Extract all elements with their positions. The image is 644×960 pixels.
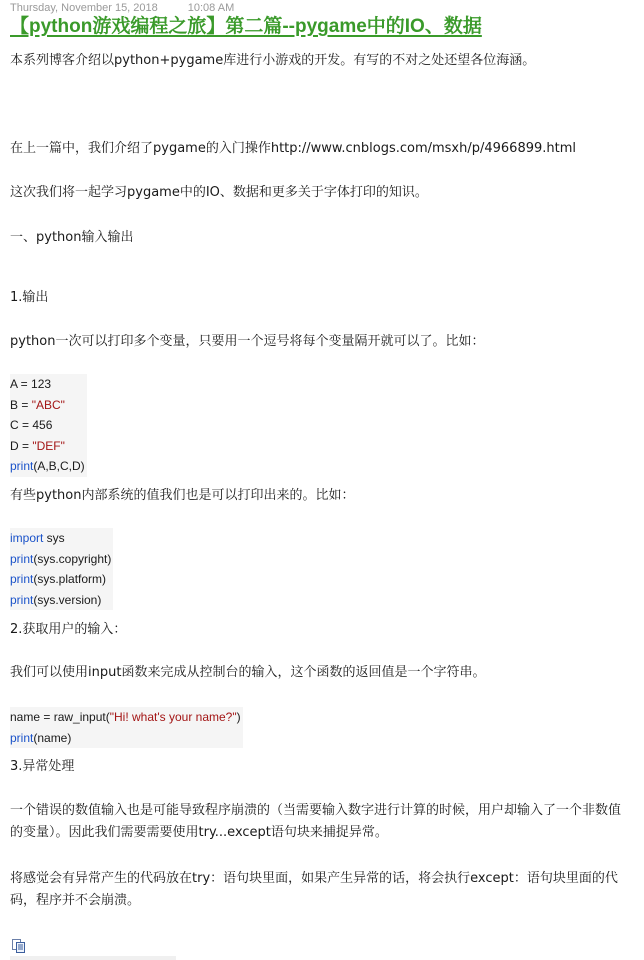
subheading-exceptions: 3.异常处理 (10, 759, 75, 774)
copy-code-icon[interactable] (11, 938, 27, 954)
code-block-sys (10, 528, 113, 610)
subheading-input: 2.获取用户的输入： (10, 622, 127, 637)
section-heading-io: 一、python输入输出 (10, 230, 134, 245)
code-block-input (10, 707, 243, 748)
code-line: print(sys.platform) (10, 569, 108, 590)
code-line: D = "DEF" (10, 436, 67, 457)
post-date: Thursday, November 15, 2018 (10, 2, 158, 14)
topic-paragraph: 这次我们将一起学习pygame中的IO、数据和更多关于字体打印的知识。 (10, 185, 428, 200)
code-line: print(name) (10, 728, 73, 749)
post-time: 10:08 AM (187, 2, 235, 14)
print-description: python一次可以打印多个变量，只要用一个逗号将每个变量隔开就可以了。比如： (10, 334, 485, 349)
code-line: import sys (10, 528, 67, 549)
code-block-edge (10, 956, 176, 960)
code-line: print(A,B,C,D) (10, 456, 87, 477)
exception-description: 一个错误的数值输入也是可能导致程序崩溃的（当需要输入数字进行计算的时候，用户却输入了一个非数值的变量）。因此我们需要需要使用try...except语句块来捕捉异常。 (10, 803, 622, 840)
sys-description: 有些python内部系统的值我们也是可以打印出来的。比如： (10, 488, 355, 503)
code-block-print (10, 374, 87, 477)
try-except-description: 将感觉会有异常产生的代码放在try：语句块里面，如果产生异常的话，将会执行except：语句块里面的代码，程序并不会崩溃。 (10, 871, 618, 908)
code-line: B = "ABC" (10, 395, 67, 416)
previous-article-paragraph: 在上一篇中，我们介绍了pygame的入门操作http://www.cnblogs.com/msxh/p/4966899.html (10, 141, 577, 156)
intro-paragraph: 本系列博客介绍以python+pygame库进行小游戏的开发。有写的不对之处还望各位海涵。 (10, 53, 536, 68)
code-line: C = 456 (10, 415, 54, 436)
code-line: print(sys.copyright) (10, 549, 113, 570)
code-line: A = 123 (10, 374, 53, 395)
subheading-output: 1.输出 (10, 290, 49, 305)
code-line: print(sys.version) (10, 590, 103, 611)
input-description: 我们可以使用input函数来完成从控制台的输入，这个函数的返回值是一个字符串。 (10, 665, 486, 680)
code-line: name = raw_input("Hi! what's your name?") (10, 707, 243, 728)
article-title[interactable]: 【python游戏编程之旅】第二篇--pygame中的IO、数据 (10, 16, 482, 37)
